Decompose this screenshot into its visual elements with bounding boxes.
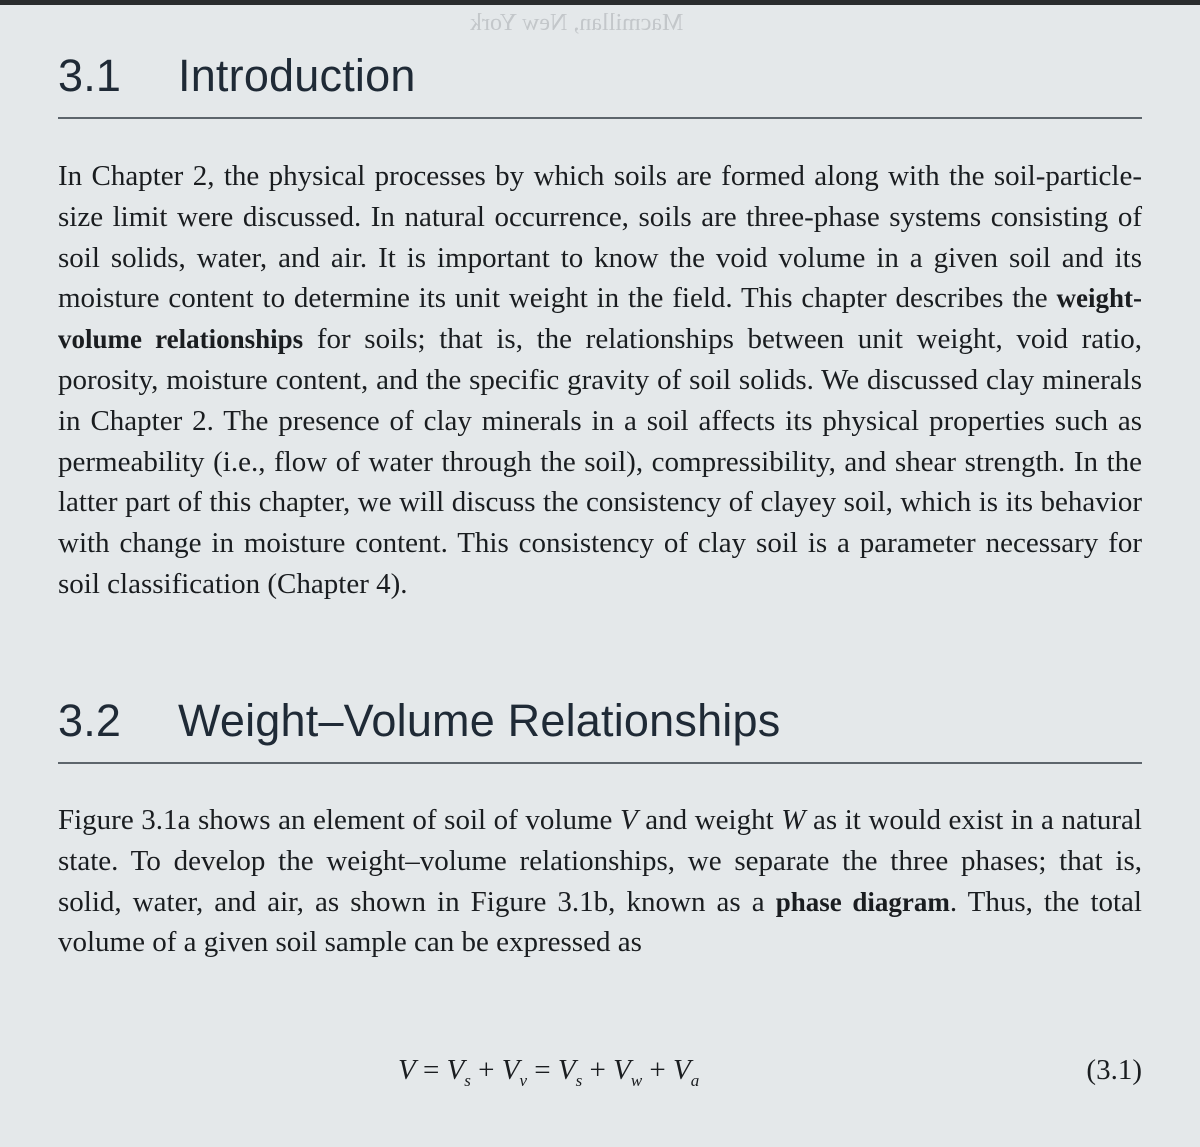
section-title: Weight–Volume Relationships <box>178 695 781 746</box>
bold-term: phase diagram <box>775 886 950 917</box>
equation-3-1: $V = V_s + V_v = V_s + V_w + V_a$ <box>398 1054 700 1090</box>
section-heading-introduction <box>58 50 416 102</box>
heading-rule <box>58 117 1142 119</box>
section-title: Introduction <box>178 50 416 101</box>
section-number: 3.2 <box>58 695 122 746</box>
page-top-edge <box>0 0 1200 5</box>
section-number: 3.1 <box>58 50 122 101</box>
bleed-through-text: Macmillan, New York <box>470 10 684 36</box>
weight-volume-paragraph: Figure 3.1a shows an element of soil of volume V and weight W as it would exist in a natural state. To develop the weight–volume relationships, we separate the three phases; that is, solid, water, and air, as shown in Figure 3.1b, known as a phase diagram. Thus, the total volume of a given soil sample can be expressed as <box>58 804 1142 959</box>
heading-rule <box>58 762 1142 764</box>
variable-w: W <box>781 804 806 836</box>
introduction-paragraph: In Chapter 2, the physical processes by which soils are formed along with the soil-particle-size limit were discussed. In natural occurrence, soils are three-phase systems consisting of soil solids, water, and air. It is important to know the void volume in a given soil and its moisture content to determine its unit weight in the field. This chapter describes the weight-volume relationships for soils; that is, the relationships between unit weight, void ratio, porosity, moisture content, and the specific gravity of soil solids. We discussed clay minerals in Chapter 2. The presence of clay minerals in a soil affects its physical properties such as permeability (i.e., flow of water through the soil), compressibility, and shear strength. In the latter part of this chapter, we will discuss the consistency of clayey soil, which is its behavior with change in moisture content. This consistency of clay soil is a parameter necessary for soil classification (Chapter 4). <box>58 160 1143 600</box>
bold-term: weight-volume relationships <box>58 283 1142 355</box>
section-heading-weight-volume <box>58 695 780 747</box>
equation-number: (3.1) <box>1086 1054 1142 1086</box>
variable-v: V <box>619 804 638 836</box>
